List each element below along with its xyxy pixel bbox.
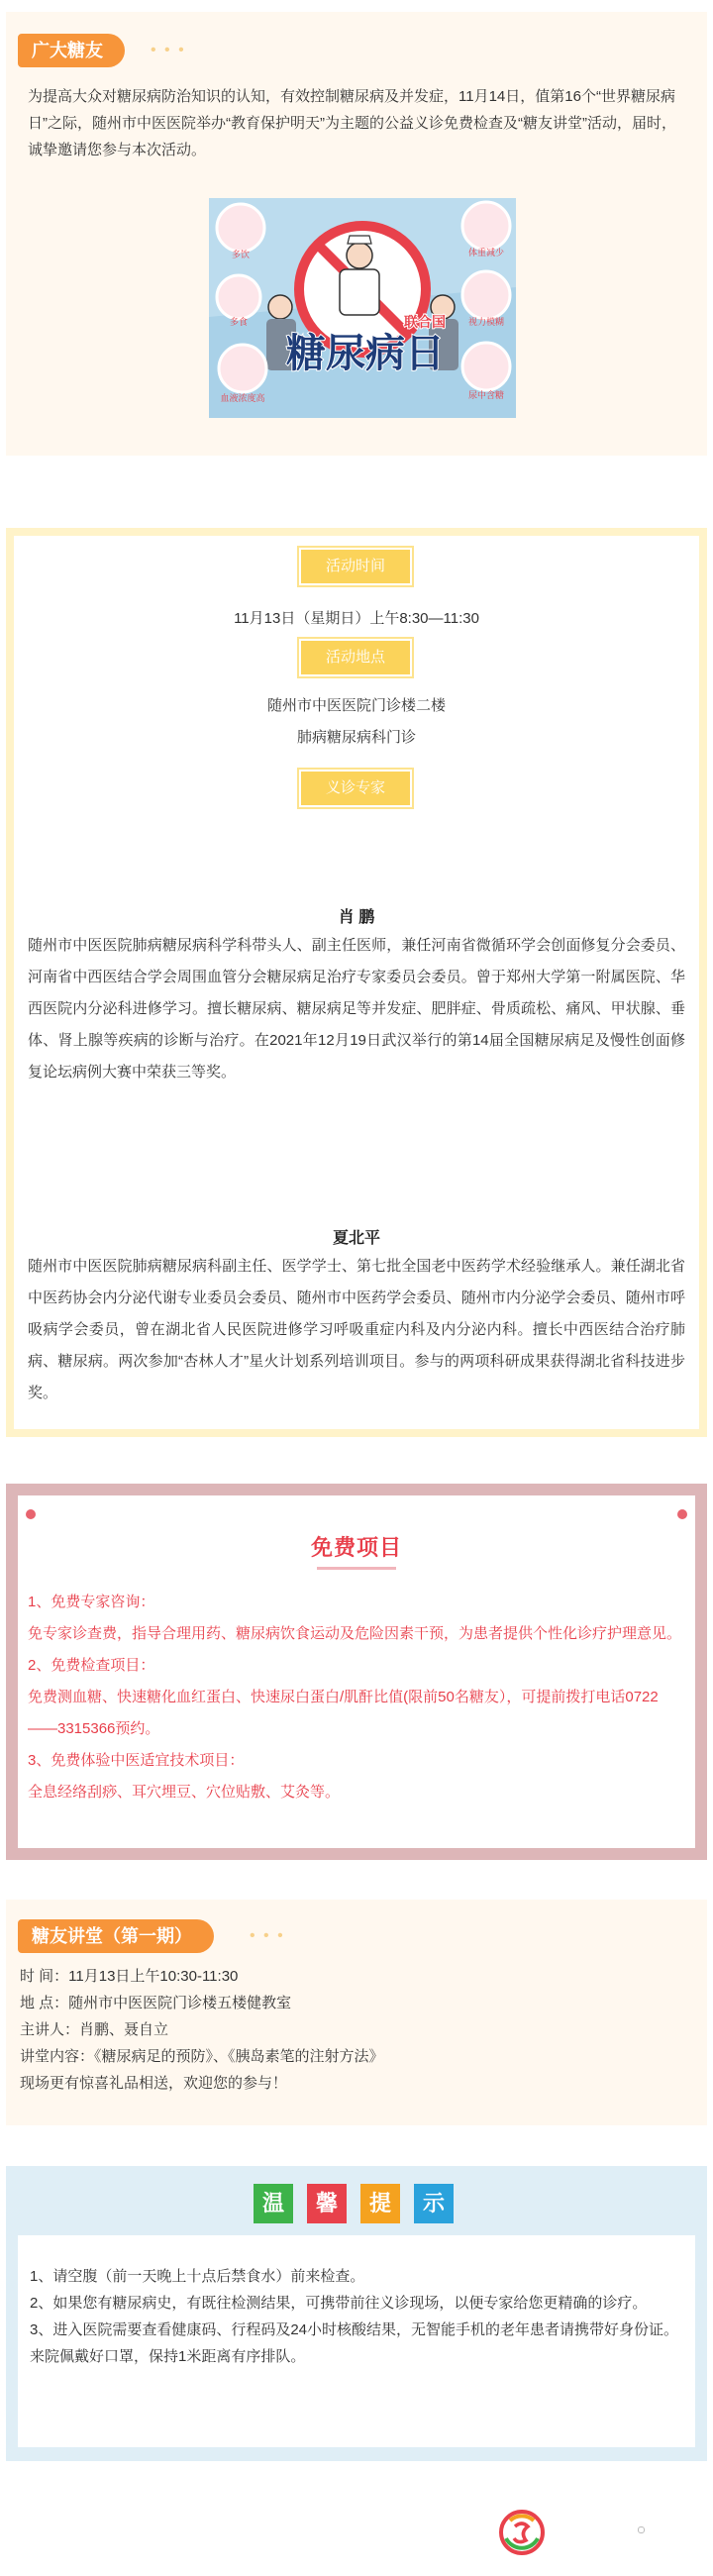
tag-dots: • • •	[250, 1927, 285, 1944]
tip-char-4: 示	[414, 2184, 454, 2223]
tips-card	[18, 2235, 695, 2447]
lecture-time: 时 间：11月13日上午10:30-11:30	[20, 1968, 239, 1985]
tips-section	[6, 2166, 707, 2461]
expert-label-badge: 义诊专家	[301, 772, 410, 805]
tip-char-2: 馨	[307, 2184, 347, 2223]
intro-section	[6, 12, 707, 456]
tip-char-3: 提	[360, 2184, 400, 2223]
free-items-section	[6, 1484, 707, 1860]
free-item-body-2: 免费测血糖、快速糖化血红蛋白、快速尿白蛋白/肌酐比值(限前50名糖友），可提前拨打电话0722——3315366预约。	[28, 1689, 659, 1737]
free-item-heading-2: 2、免费检查项目：	[28, 1657, 155, 1674]
label-left-3: 血液浓度高	[220, 393, 265, 403]
free-items-title: 免费项目	[310, 1535, 402, 1560]
label-right-3: 尿中含糖	[467, 390, 505, 400]
lecture-speaker: 主讲人：肖鹏、聂自立	[20, 2021, 169, 2038]
section-tag-lecture: 糖友讲堂（第一期）	[18, 1919, 214, 1953]
doctor-bio-2: 随州市中医医院肺病糖尿病科副主任、医学学士、第七批全国老中医药学术经验继承人。兼任湖北省中医药协会内分泌代谢专业委员会委员、随州市中医药学会委员、随州市内分泌学会委员、随州市呼吸病学会委员，曾在湖北省人民医院进修学习呼吸重症内科及内分泌内科。擅长中西医结合治疗肺病、糖尿病。两次参加“杏林人才”星火计划系列培训项目。参与的两项科研成果获得湖北省科技进步奖。	[28, 1258, 685, 1401]
diabetes-day-illustration	[209, 198, 516, 418]
label-right-1: 体重减少	[467, 248, 505, 258]
label-left-2: 多食	[229, 317, 249, 327]
place-label-badge: 活动地点	[301, 641, 410, 674]
tips-list	[30, 2263, 685, 2370]
free-items-list	[28, 1587, 685, 1808]
event-info-section	[6, 528, 707, 1437]
free-item-heading-3: 3、免费体验中医适宜技术项目：	[28, 1752, 245, 1769]
time-value: 11月13日（星期日）上午8:30—11:30	[234, 610, 479, 627]
doctor-name-2: 夏北平	[332, 1230, 380, 1247]
tip-item-1: 1、请空腹（前一天晚上十点后禁食水）前来检查。	[30, 2268, 365, 2285]
tip-item-3: 3、进入医院需要查看健康码、行程码及24小时核酸结果，无智能手机的老年患者请携带好身份证。来院佩戴好口罩，保持1米距离有序排队。	[30, 2321, 679, 2365]
lecture-section	[6, 1900, 707, 2125]
free-item-body-1: 免专家诊查费，指导合理用药、糖尿病饮食运动及危险因素干预，为患者提供个性化诊疗护理意见。	[28, 1625, 682, 1642]
lecture-details	[20, 1963, 693, 2097]
intro-paragraph: 为提高大众对糖尿病防治知识的认知，有效控制糖尿病及并发症，11月14日，值第16个“世界糖尿病日”之际，随州市中医医院举办“教育保护明天”为主题的公益义诊免费检查及“糖友讲堂”活动，届时，诚挚邀请您参与本次活动。	[28, 88, 676, 158]
corner-dot-left	[26, 1509, 36, 1519]
place-line-1: 随州市中医医院门诊楼二楼	[266, 697, 446, 714]
illustration-title: 糖尿病日	[286, 332, 445, 375]
free-item-heading-1: 1、免费专家咨询：	[28, 1594, 155, 1610]
label-left-1: 多饮	[231, 250, 251, 259]
free-item-body-3: 全息经络刮痧、耳穴埋豆、穴位贴敷、艾灸等。	[28, 1784, 341, 1801]
place-line-2: 肺病糖尿病科门诊	[296, 729, 416, 746]
title-underline	[18, 1567, 695, 1573]
label-right-2: 视力模糊	[467, 317, 505, 327]
doctor-bio-1: 随州市中医医院肺病糖尿病科学科带头人、副主任医师，兼任河南省微循环学会创面修复分会委员、河南省中西医结合学会周围血管分会糖尿病足治疗专家委员会委员。曾于郑州大学第一附属医院、华西医院内分泌科进修学习。擅长糖尿病、糖尿病足等并发症、肥胖症、骨质疏松、痛风、甲状腺、垂体、肾上腺等疾病的诊断与治疗。在2021年12月19日武汉举行的第14届全国糖尿病足及慢性创面修复论坛病例大赛中荣获三等奖。	[28, 937, 685, 1081]
lecture-place: 地 点：随州市中医医院门诊楼五楼健教室	[20, 1995, 292, 2011]
decorative-dot	[638, 2526, 645, 2533]
doctor-name-1: 肖 鹏	[338, 909, 375, 926]
time-label-badge: 活动时间	[301, 550, 410, 583]
hospital-logo-icon	[498, 2509, 546, 2556]
tip-item-2: 2、如果您有糖尿病史，有既往检测结果，可携带前往义诊现场，以便专家给您更精确的诊疗。	[30, 2295, 648, 2312]
free-items-card	[18, 1495, 695, 1848]
tag-dots: • • •	[151, 42, 186, 58]
illustration-subtitle: 联合国	[404, 314, 446, 330]
lecture-content: 讲堂内容：《糖尿病足的预防》、《胰岛素笔的注射方法》	[20, 2048, 384, 2065]
lecture-note: 现场更有惊喜礼品相送，欢迎您的参与！	[20, 2075, 288, 2092]
corner-dot-right	[677, 1509, 687, 1519]
section-tag-guangda: 广大糖友	[18, 34, 125, 67]
tip-char-1: 温	[254, 2184, 293, 2223]
